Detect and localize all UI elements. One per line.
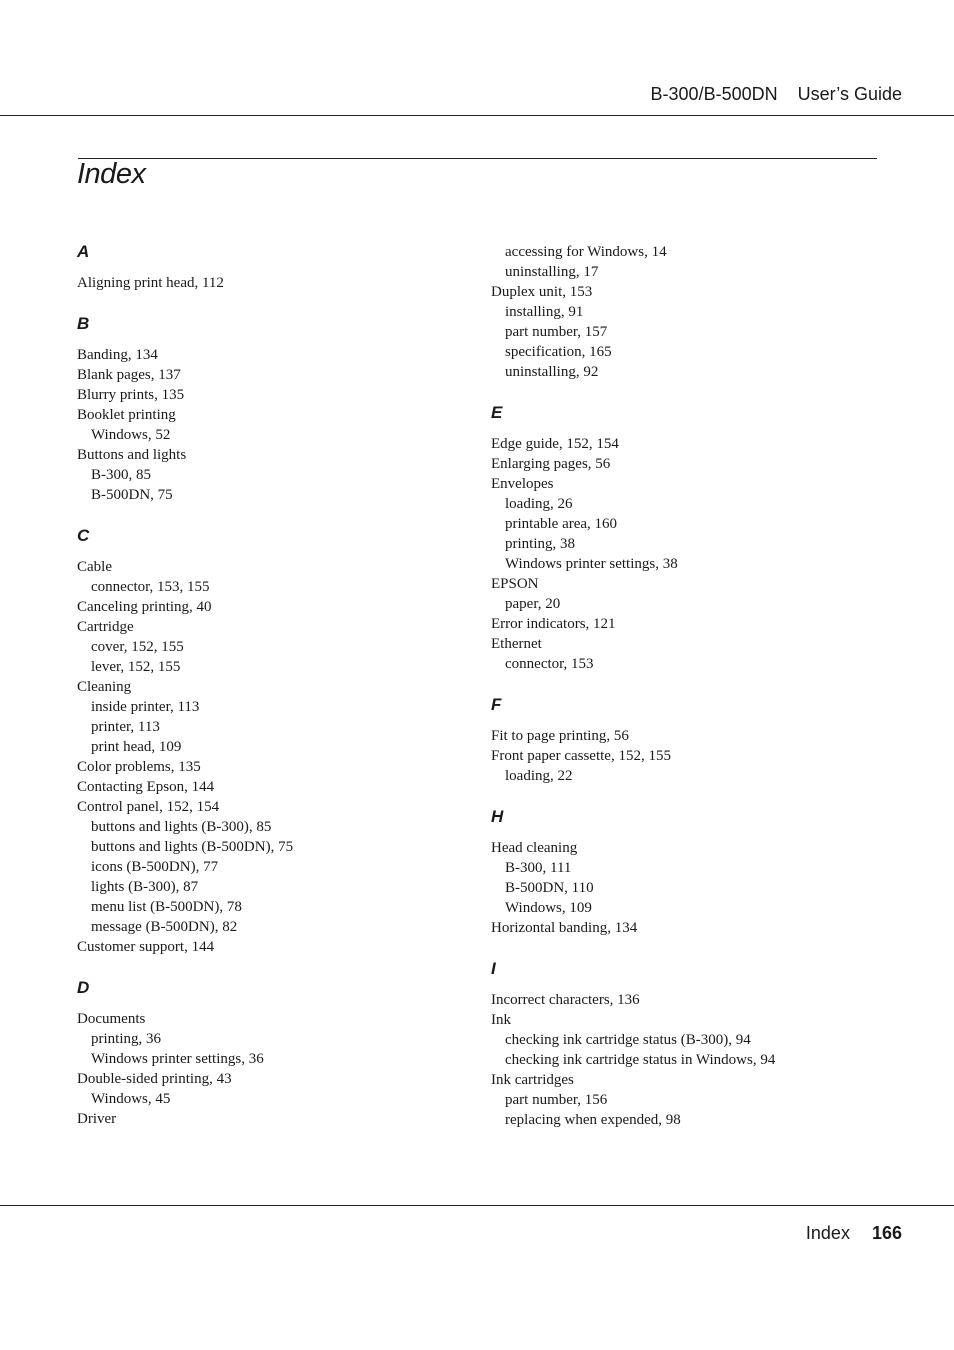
index-subentry: inside printer, 113 (91, 699, 200, 715)
index-subentry: Windows, 52 (91, 427, 171, 443)
index-entry: Error indicators, 121 (491, 616, 616, 632)
index-entry: Customer support, 144 (77, 939, 215, 955)
section-letter: I (491, 959, 496, 978)
index-column-left (77, 242, 457, 1150)
section-letter: A (77, 242, 90, 261)
index-subentry: replacing when expended, 98 (505, 1112, 681, 1128)
page-number: 166 (871, 1223, 902, 1243)
index-subentry: cover, 152, 155 (91, 639, 184, 655)
index-subentry: message (B-500DN), 82 (91, 919, 238, 935)
index-subentry: part number, 157 (505, 324, 608, 340)
index-subentry: lights (B-300), 87 (91, 879, 199, 895)
index-section (491, 807, 871, 938)
index-entry: Incorrect characters, 136 (491, 992, 640, 1008)
header-model: B-300/B-500DN (650, 84, 778, 104)
index-entry: Control panel, 152, 154 (77, 799, 220, 815)
index-entry: Banding, 134 (77, 347, 158, 363)
index-subentry: connector, 153, 155 (91, 579, 210, 595)
index-subentry: checking ink cartridge status in Windows, 94 (505, 1052, 776, 1068)
index-subentry: checking ink cartridge status (B-300), 94 (505, 1032, 751, 1048)
index-section (77, 242, 457, 293)
index-entry: Blank pages, 137 (77, 367, 181, 383)
index-subentry: part number, 156 (505, 1092, 608, 1108)
index-entry: Blurry prints, 135 (77, 387, 185, 403)
header-guide-title: User’s Guide (797, 84, 902, 104)
index-subentry: loading, 26 (505, 496, 573, 512)
section-letter: B (77, 314, 90, 333)
index-entry: Ink cartridges (491, 1072, 574, 1088)
page-header (651, 82, 902, 106)
index-section (491, 242, 871, 382)
footer-label: Index (805, 1223, 850, 1243)
index-subentry: accessing for Windows, 14 (505, 244, 667, 260)
index-subentry: B-300, 85 (91, 467, 151, 483)
index-entry: Front paper cassette, 152, 155 (491, 748, 671, 764)
index-entry: Booklet printing (77, 407, 176, 423)
section-letter: E (491, 403, 503, 422)
index-subentry: Windows, 45 (91, 1091, 171, 1107)
footer-rule (0, 1205, 954, 1206)
index-subentry: Windows printer settings, 36 (91, 1051, 264, 1067)
index-entry: Driver (77, 1111, 117, 1127)
index-subentry: buttons and lights (B-300), 85 (91, 819, 272, 835)
index-subentry: lever, 152, 155 (91, 659, 181, 675)
index-subentry: specification, 165 (505, 344, 612, 360)
index-subentry: printer, 113 (91, 719, 160, 735)
index-entry: Aligning print head, 112 (77, 275, 224, 291)
section-letter: F (491, 695, 502, 714)
page-title: Index (77, 158, 146, 190)
index-subentry: menu list (B-500DN), 78 (91, 899, 242, 915)
index-entry: Cleaning (77, 679, 132, 695)
index-entry: Color problems, 135 (77, 759, 201, 775)
index-subentry: printing, 36 (91, 1031, 161, 1047)
index-entry: Contacting Epson, 144 (77, 779, 215, 795)
index-entry: Duplex unit, 153 (491, 284, 593, 300)
index-subentry: buttons and lights (B-500DN), 75 (91, 839, 294, 855)
index-subentry: B-500DN, 110 (505, 880, 594, 896)
index-subentry: printable area, 160 (505, 516, 618, 532)
index-entry: Enlarging pages, 56 (491, 456, 611, 472)
index-subentry: uninstalling, 17 (505, 264, 599, 280)
index-section (77, 978, 457, 1129)
index-section (491, 959, 871, 1130)
title-rule (78, 158, 877, 159)
index-entry: Ethernet (491, 636, 542, 652)
index-entry: Cable (77, 559, 112, 575)
index-subentry: print head, 109 (91, 739, 182, 755)
index-entry: Cartridge (77, 619, 134, 635)
index-column-right (491, 242, 871, 1151)
index-entry: Ink (491, 1012, 511, 1028)
index-subentry: connector, 153 (505, 656, 594, 672)
index-subentry: Windows, 109 (505, 900, 592, 916)
index-entry: EPSON (491, 576, 539, 592)
index-section (77, 526, 457, 957)
index-subentry: paper, 20 (505, 596, 561, 612)
index-subentry: loading, 22 (505, 768, 573, 784)
index-entry: Horizontal banding, 134 (491, 920, 638, 936)
section-letter: D (77, 978, 90, 997)
index-subentry: B-300, 111 (505, 860, 572, 876)
index-section (491, 403, 871, 674)
index-section (491, 695, 871, 786)
index-subentry: uninstalling, 92 (505, 364, 599, 380)
index-entry: Buttons and lights (77, 447, 187, 463)
section-letter: C (77, 526, 90, 545)
index-entry: Canceling printing, 40 (77, 599, 212, 615)
section-letter: H (491, 807, 504, 826)
index-subentry: icons (B-500DN), 77 (91, 859, 219, 875)
index-entry: Head cleaning (491, 840, 578, 856)
index-subentry: B-500DN, 75 (91, 487, 173, 503)
index-entry: Documents (77, 1011, 146, 1027)
index-subentry: printing, 38 (505, 536, 575, 552)
page-footer (806, 1221, 902, 1245)
index-subentry: installing, 91 (505, 304, 584, 320)
index-entry: Double-sided printing, 43 (77, 1071, 232, 1087)
index-entry: Edge guide, 152, 154 (491, 436, 619, 452)
index-entry: Fit to page printing, 56 (491, 728, 629, 744)
header-rule (0, 115, 954, 116)
index-section (77, 314, 457, 505)
index-subentry: Windows printer settings, 38 (505, 556, 678, 572)
index-entry: Envelopes (491, 476, 554, 492)
